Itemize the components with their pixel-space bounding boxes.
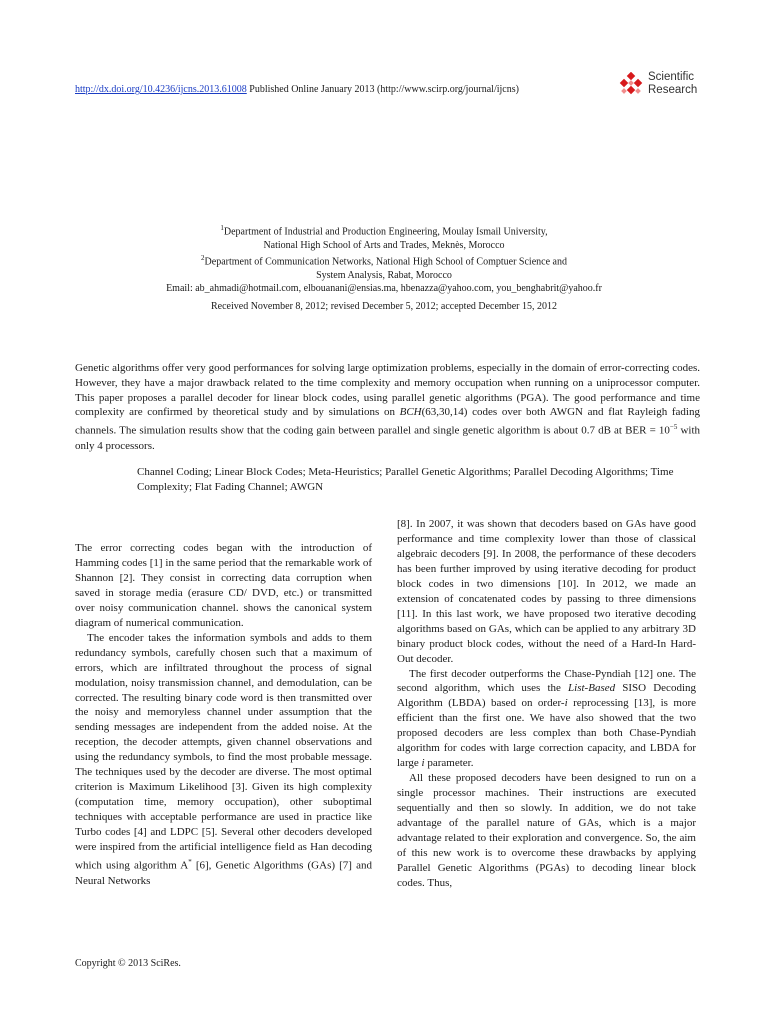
affiliation-1-marker: 1	[220, 224, 224, 232]
affiliation-2-line-1: Department of Communication Networks, National High School of Comptuer Science and	[204, 256, 567, 268]
intro-paragraph-2-text: The encoder takes the information symbols and adds to them redundancy symbols, carefully chosen such that a maximum of errors, which are infiltrated throughout the process of signal modulation, noisy transmission channel, and demodulation, can be corrected. The resulting binary code word is then transmitted over the noisy and memoryless channel under assumption that the sending messages are independent from the added noise. At the reception, the decoder attempts, given channel observations and using the redundancy symbols, to find the most probable message. The techniques used by the decoder are diverse. The most optimal criterion is Maximum Likelihood [3]. Given its high complexity (computation time, memory occupation), other suboptimal techniques with acceptable performance are used in practice like Turbo codes [4] and LDPC [5]. Several other decoders developed were inspired from the artificial intelligence field as Han decoding which using algorithm A	[75, 631, 372, 872]
right-paragraph-1: [8]. In 2007, it was shown that decoders based on GAs have good performance and time complexity lower than those of classical algebraic decoders [9]. In 2008, the performance of these decoders has been further improved by using iterative decoding for product block codes in two dimensions [10]. In 2012, we made an extension of concatenated codes by passing to three dimensions [11]. In this last work, we have proposed two iterative decoding algorithms based on GAs, which can be applied to any arbitrary 3D binary product block codes, without the need of a Hard-In Hard-Out decoder.	[397, 518, 696, 665]
logo-text	[648, 71, 697, 97]
intro-paragraph-1: The error correcting codes began with the introduction of Hamming codes [1] in the same period that the remarkable work of Shannon [2]. They consist in correcting data corruption when saved in storage media (erasure CD/ DVD, etc.) or transmitted over noisy communication channel. shows the canonical system diagram of numerical communication.	[75, 542, 372, 629]
received-dates: Received November 8, 2012; revised December 5, 2012; accepted December 15, 2012	[211, 301, 557, 312]
copyright-footer: Copyright © 2013 SciRes.	[75, 958, 181, 969]
intro-paragraph-2-end: [6], Genetic Algorithms (GAs) [7] and Neural Networks	[75, 859, 372, 887]
publication-info: Published Online January 2013 (http://www.scirp.org/journal/ijcns)	[246, 84, 519, 95]
large-i-term: i	[421, 757, 425, 770]
right-paragraph-2-d: parameter.	[424, 757, 474, 770]
scientific-research-logo-icon	[618, 72, 644, 98]
right-paragraph-3: All these proposed decoders have been designed to run on a single processor machines. Their instructions are executed sequentially and then so slowly. In addition, we do not take advantage of the parallel nature of GAs, which is a major advantage related to their exploration and convergence. So, the aim of this new work is to overcome these drawbacks by applying Parallel Genetic Algorithms (PGAs) to decoding linear block codes. Thus,	[397, 772, 696, 889]
order-i-term: i	[564, 697, 568, 710]
logo-line-2: Research	[648, 84, 698, 96]
list-based-term: List-Based	[568, 682, 616, 695]
left-column	[75, 541, 372, 889]
intro-paragraph-2	[75, 631, 372, 889]
affiliation-2-line-2: System Analysis, Rabat, Morocco	[316, 269, 452, 281]
abstract-part-1: Genetic algorithms offer very good performances for solving large optimization problems, especially in the domain of error-correcting codes. However, they have a major drawback related to the time complexity and memory occupation when running on a uniprocessor computer. This paper proposes a parallel decoder for linear block codes, using parallel genetic algorithms (PGA). The good performance and time complexity are confirmed by theoretical study and by simulations on	[75, 362, 700, 419]
keywords: Channel Coding; Linear Block Codes; Meta-Heuristics; Parallel Genetic Algorithms; Parallel Decoding Algorithms; Time Complexity; Flat Fading Channel; AWGN	[137, 466, 674, 493]
right-paragraph-2-a: The first decoder outperforms the Chase-Pyndiah [12] one. The second algorithm, which uses the	[397, 667, 696, 695]
doi-link[interactable]: http://dx.doi.org/10.4236/ijcns.2013.61008	[75, 84, 247, 95]
affiliation-1-line-2: National High School of Arts and Trades, Meknès, Morocco	[263, 239, 505, 251]
affiliation-1-line-1: Department of Industrial and Production Engineering, Moulay Ismail University,	[223, 226, 548, 238]
author-emails: Email: ab_ahmadi@hotmail.com, elbouanani@ensias.ma, hbenazza@yahoo.com, you_benghabrit@yahoo.fr	[166, 283, 602, 295]
right-column	[397, 517, 696, 891]
right-paragraph-2-c: reprocessing [13], is more efficient than the first one. We have also showed that the two proposed decoders are less complex than both Chase-Pyndiah algorithm for codes with large correction capacity, and LBDA for large	[397, 697, 696, 770]
affiliation-2	[100, 252, 668, 269]
journal-header	[75, 84, 519, 95]
affiliations	[100, 222, 668, 296]
abstract-part-2: (63,30,14) codes over both AWGN and flat Rayleigh fading channels. The simulation results show that the coding gain between parallel and single genetic algorithm is about 0.7 dB at BER = 10	[75, 406, 700, 437]
publisher-logo	[618, 70, 708, 104]
affiliation-2-marker: 2	[201, 254, 205, 263]
right-paragraph-2-b: SISO Decoding Algorithm (LBDA) based on order-	[397, 682, 696, 710]
abstract-bch: BCH	[399, 406, 422, 419]
logo-line-1: Scientific	[648, 71, 695, 83]
affiliation-1	[100, 222, 668, 239]
abstract-exponent: −5	[669, 423, 678, 432]
astar-superscript: *	[188, 858, 192, 867]
abstract-part-3: with only 4 processors.	[75, 424, 701, 452]
abstract	[75, 361, 700, 453]
right-paragraph-2	[397, 667, 696, 772]
